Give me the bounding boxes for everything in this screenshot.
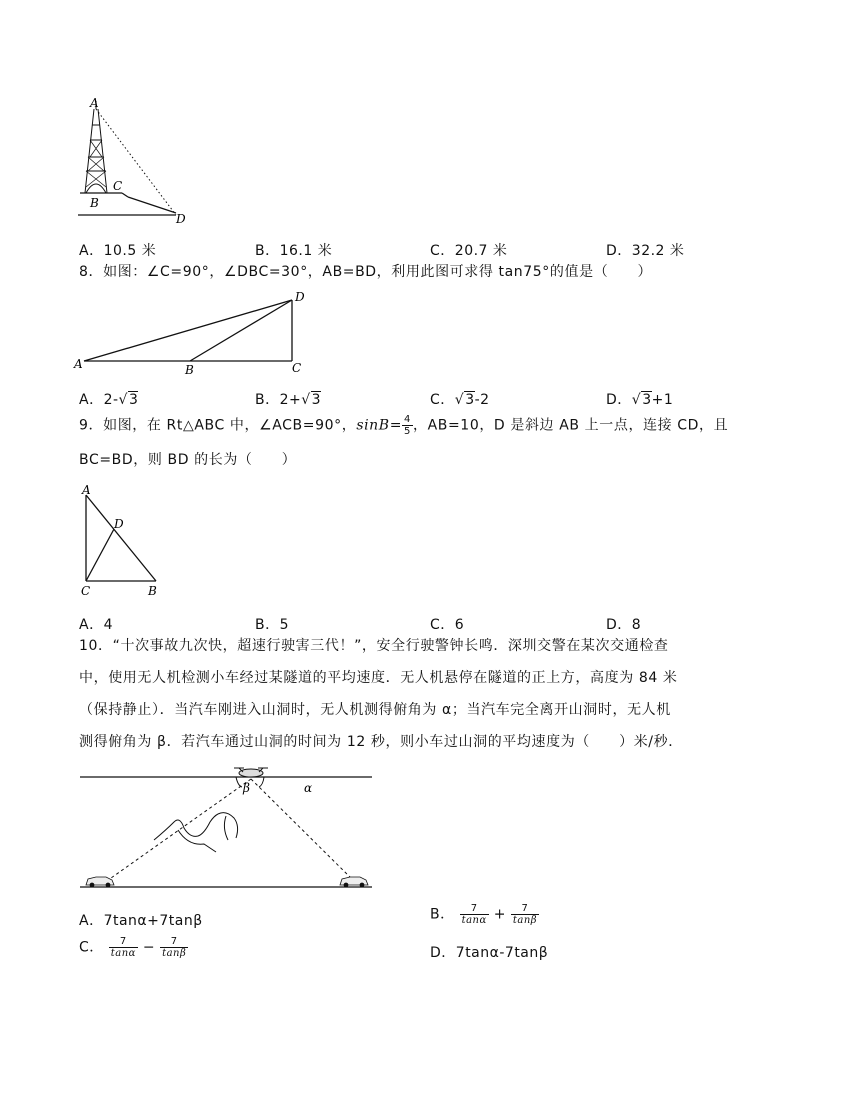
q8-label-b: B — [185, 363, 194, 377]
q8-stem: 8．如图：∠C=90°，∠DBC=30°，AB=BD，利用此图可求得 tan75°的值是（ ） — [79, 264, 653, 280]
q8-label-c: C — [292, 361, 302, 375]
q10-stem-line2: 中，使用无人机检测小车经过某隧道的平均速度．无人机悬停在隧道的正上方，高度为 84 米 — [79, 670, 678, 686]
q9-option-d[interactable]: D．8 — [606, 617, 642, 633]
q9-stem-line1: 9．如图，在 Rt△ABC 中，∠ACB=90°，sinB= $\frac{4}{5}$ ，AB=10，D 是斜边 AB 上一点，连接 CD，且 — [79, 414, 729, 437]
q7-label-d: D — [176, 212, 186, 226]
q9-figure — [76, 480, 176, 600]
q9-sinb: sinB — [356, 417, 390, 434]
q10-figure — [76, 760, 376, 895]
q10-stem-line3: （保持静止）．当汽车刚进入山洞时，无人机测得俯角为 α；当汽车完全离开山洞时，无人机 — [79, 702, 671, 718]
q10-option-b[interactable]: B． $\frac{7}{\tan\alpha}$ + $\frac{7}{\tan\beta}$ — [430, 903, 538, 926]
q8-label-d: D — [295, 290, 305, 304]
q9-option-b[interactable]: B．5 — [255, 617, 290, 633]
car-icon-right — [340, 877, 368, 887]
q10-label-beta: β — [243, 781, 250, 795]
car-icon-left — [86, 877, 114, 887]
q7-label-b: B — [90, 196, 99, 210]
q9-label-c: C — [81, 584, 91, 598]
q7-label-a: A — [90, 96, 99, 110]
q7-figure — [70, 95, 200, 230]
q7-option-b[interactable]: B．16.1 米 — [255, 243, 333, 259]
q8-option-b[interactable]: B．2+√3 — [255, 392, 322, 408]
q10-option-a[interactable]: A．7tanα+7tanβ — [79, 913, 203, 929]
q7-label-c: C — [113, 179, 123, 193]
q9-option-c[interactable]: C．6 — [430, 617, 465, 633]
q9-label-d: D — [114, 517, 124, 531]
q7-option-a[interactable]: A．10.5 米 — [79, 243, 157, 259]
q10-label-alpha: α — [304, 781, 313, 795]
tower-icon — [85, 101, 107, 193]
q8-label-a: A — [74, 357, 83, 371]
q8-option-a[interactable]: A．2-√3 — [79, 392, 139, 408]
q7-option-d[interactable]: D．32.2 米 — [606, 243, 685, 259]
q8-figure — [72, 286, 322, 378]
q10-option-c[interactable]: C． $\frac{7}{\tan\alpha}$ − $\frac{7}{\tan\beta}$ — [79, 936, 187, 959]
q9-stem-line2: BC=BD，则 BD 的长为（ ） — [79, 452, 297, 468]
q9-label-a: A — [82, 483, 91, 497]
q8-option-d[interactable]: D．√3+1 — [606, 392, 674, 408]
q7-option-c[interactable]: C．20.7 米 — [430, 243, 508, 259]
q10-stem-line1: 10．“十次事故九次快，超速行驶害三代！”，安全行驶警钟长鸣．深圳交警在某次交通检查 — [79, 638, 669, 654]
q8-option-c[interactable]: C．√3-2 — [430, 392, 490, 408]
q10-stem-line4: 测得俯角为 β．若汽车通过山洞的时间为 12 秒，则小车过山洞的平均速度为（ ）米/秒． — [79, 734, 683, 750]
q9-option-a[interactable]: A．4 — [79, 617, 113, 633]
q9-fraction: $\frac{4}{5}$ — [404, 414, 411, 437]
drone-icon — [234, 768, 268, 777]
q9-label-b: B — [148, 584, 157, 598]
q10-option-d[interactable]: D．7tanα-7tanβ — [430, 945, 549, 961]
